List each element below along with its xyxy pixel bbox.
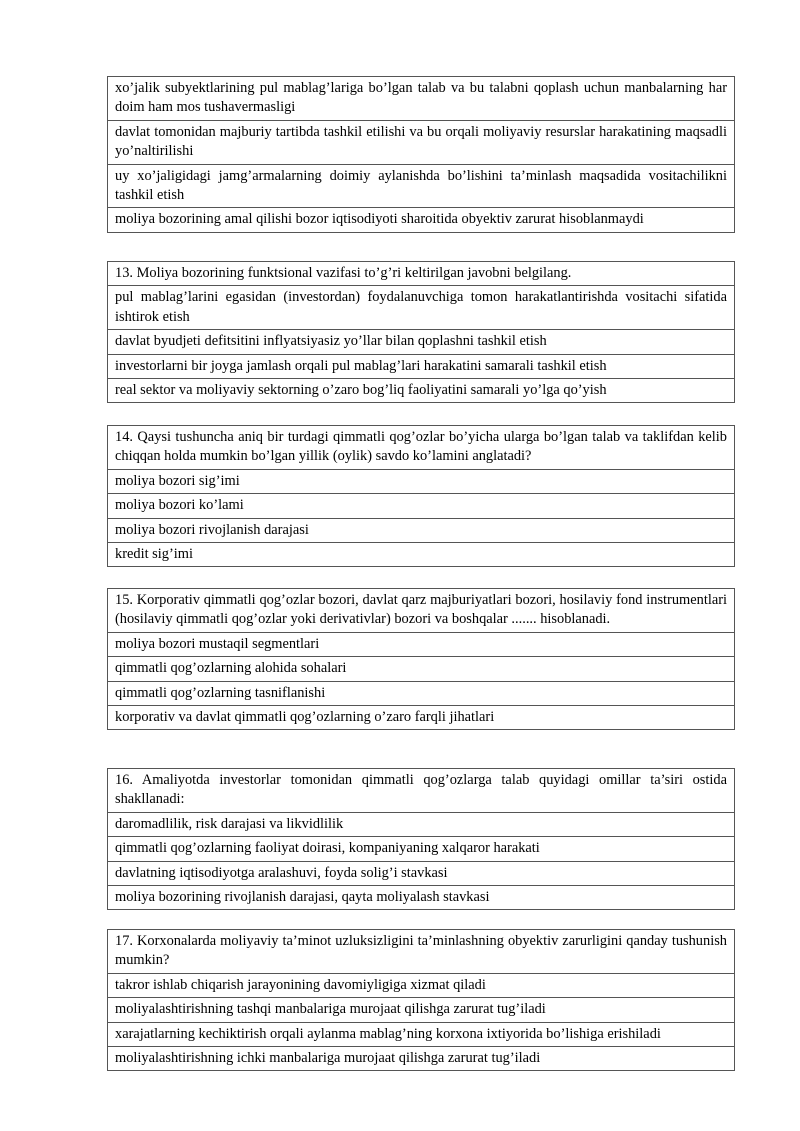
option-row: qimmatli qog’ozlarning alohida sohalari bbox=[108, 656, 734, 680]
option-row: xo’jalik subyektlarining pul mablag’lariga bo’lgan talab va bu talabni qoplash uchun manbalarning har doim ham mos tushavermasligi bbox=[115, 80, 727, 116]
option-row: daromadlilik, risk darajasi va likvidlilik bbox=[108, 812, 734, 836]
option-row: xarajatlarning kechiktirish orqali aylanma mablag’ning korxona ixtiyorida bo’lishiga erishiladi bbox=[108, 1022, 734, 1046]
question-block-13 bbox=[107, 261, 735, 403]
option-row: moliya bozori rivojlanish darajasi bbox=[108, 518, 734, 542]
question-text: 14. Qaysi tushuncha aniq bir turdagi qimmatli qog’ozlar bo’yicha ularga bo’lgan talab va taklifdan kelib chiqqan holda mumkin bo’lgan yillik (oylik) savdo ko’lamini anglatadi? bbox=[115, 429, 727, 465]
option-row: kredit sig’imi bbox=[108, 542, 734, 566]
option-row: moliya bozori mustaqil segmentlari bbox=[108, 632, 734, 656]
option-row: moliya bozorining amal qilishi bozor iqtisodiyoti sharoitida obyektiv zarurat hisoblanmaydi bbox=[108, 207, 734, 231]
option-row: investorlarni bir joyga jamlash orqali pul mablag’lari harakatini samarali tashkil etish bbox=[108, 354, 734, 378]
option-row: moliya bozori ko’lami bbox=[108, 493, 734, 517]
option-row: davlatning iqtisodiyotga aralashuvi, foyda solig’i stavkasi bbox=[108, 861, 734, 885]
option-row: takror ishlab chiqarish jarayonining davomiyligiga xizmat qiladi bbox=[108, 973, 734, 997]
question-block-16 bbox=[107, 768, 735, 910]
question-text: 15. Korporativ qimmatli qog’ozlar bozori, davlat qarz majburiyatlari bozori, hosilaviy fond instrumentlari (hosilaviy qimmatli qog’ozlar yoki derivativlar) bozori va boshqalar ....... hisoblanadi. bbox=[115, 592, 727, 628]
option-row: uy xo’jaligidagi jamg’armalarning doimiy aylanishda bo’lishini ta’minlash maqsadida vositachilikni tashkil etish bbox=[108, 164, 734, 208]
option-row: davlat byudjeti defitsitini inflyatsiyasiz yo’llar bilan qoplashni tashkil etish bbox=[108, 329, 734, 353]
question-text: 17. Korxonalarda moliyaviy ta’minot uzluksizligini ta’minlashning obyektiv zarurligini qanday tushunish mumkin? bbox=[115, 933, 727, 969]
question-block-14 bbox=[107, 425, 735, 567]
option-row: moliya bozorining rivojlanish darajasi, qayta moliyalash stavkasi bbox=[108, 885, 734, 909]
option-row: moliya bozori sig’imi bbox=[108, 469, 734, 493]
question-block-15 bbox=[107, 588, 735, 730]
option-row: qimmatli qog’ozlarning tasniflanishi bbox=[108, 681, 734, 705]
option-row: qimmatli qog’ozlarning faoliyat doirasi, kompaniyaning xalqaror harakati bbox=[108, 836, 734, 860]
question-block-17 bbox=[107, 929, 735, 1071]
question-text: 13. Moliya bozorining funktsional vazifasi to’g’ri keltirilgan javobni belgilang. bbox=[115, 265, 572, 281]
question-text: 16. Amaliyotda investorlar tomonidan qimmatli qog’ozlarga talab quyidagi omillar ta’siri ostida shakllanadi: bbox=[115, 772, 727, 808]
option-row: davlat tomonidan majburiy tartibda tashkil etilishi va bu orqali moliyaviy resurslar harakatining maqsadli yo’naltirilishi bbox=[108, 120, 734, 164]
option-row: moliyalashtirishning tashqi manbalariga murojaat qilishga zarurat tug’iladi bbox=[108, 997, 734, 1021]
option-row: pul mablag’larini egasidan (investordan) foydalanuvchiga tomon harakatlantirishda vositachi sifatida ishtirok etish bbox=[108, 285, 734, 329]
question-block-12 bbox=[107, 76, 735, 233]
option-row: korporativ va davlat qimmatli qog’ozlarning o’zaro farqli jihatlari bbox=[108, 705, 734, 729]
option-row: moliyalashtirishning ichki manbalariga murojaat qilishga zarurat tug’iladi bbox=[108, 1046, 734, 1070]
option-row: real sektor va moliyaviy sektorning o’zaro bog’liq faoliyatini samarali yo’lga qo’yish bbox=[108, 378, 734, 402]
